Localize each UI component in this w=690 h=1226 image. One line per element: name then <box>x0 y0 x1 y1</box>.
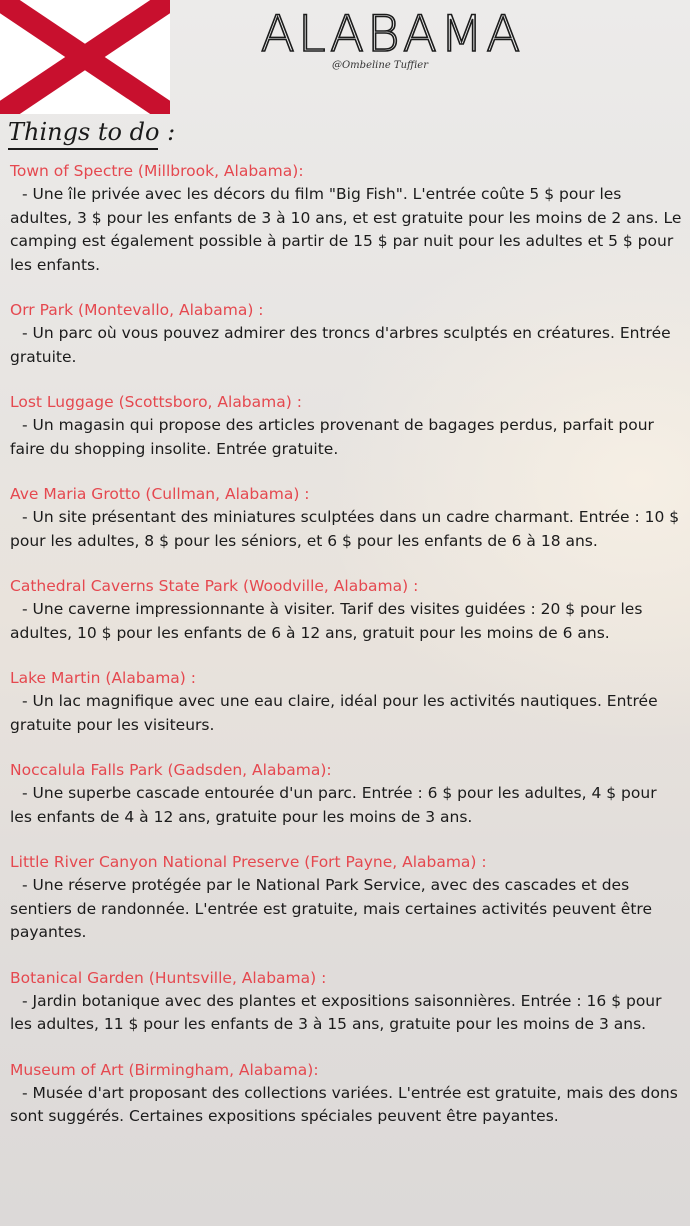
list-item <box>10 160 682 277</box>
item-description: - Une superbe cascade entourée d'un parc. Entrée : 6 $ pour les adultes, 4 $ pour les enfants de 4 à 12 ans, gratuite pour les moins de 3 ans. <box>10 782 682 829</box>
section-heading: Things to do : <box>8 118 176 146</box>
item-title: Orr Park (Montevallo, Alabama) : <box>10 301 264 319</box>
item-title: Town of Spectre (Millbrook, Alabama): <box>10 162 304 180</box>
list-item <box>10 1059 682 1129</box>
item-description: - Une caverne impressionnante à visiter. Tarif des visites guidées : 20 $ pour les adultes, 10 $ pour les enfants de 6 à 12 ans, gratuit pour les moins de 6 ans. <box>10 598 682 645</box>
item-description: - Jardin botanique avec des plantes et expositions saisonnières. Entrée : 16 $ pour les adultes, 11 $ pour les enfants de 3 à 15 ans, gratuite pour les moins de 3 ans. <box>10 990 682 1037</box>
item-title: Lake Martin (Alabama) : <box>10 669 196 687</box>
list-item <box>10 391 682 461</box>
activity-list <box>10 160 682 1129</box>
item-title: Noccalula Falls Park (Gadsden, Alabama): <box>10 761 332 779</box>
item-description: - Un site présentant des miniatures sculptées dans un cadre charmant. Entrée : 10 $ pour les adultes, 8 $ pour les séniors, et 6 $ pour les enfants de 6 à 18 ans. <box>10 506 682 553</box>
list-item <box>10 483 682 553</box>
item-title: Botanical Garden (Huntsville, Alabama) : <box>10 968 327 987</box>
flag-saltire-icon <box>0 0 170 114</box>
item-title: Little River Canyon National Preserve (Fort Payne, Alabama) : <box>10 853 487 871</box>
list-item <box>10 575 682 645</box>
item-description: - Un parc où vous pouvez admirer des troncs d'arbres sculptés en créatures. Entrée gratuite. <box>10 322 682 369</box>
alabama-flag <box>0 0 170 114</box>
heading-underline <box>8 148 158 150</box>
list-item <box>10 967 682 1037</box>
item-title: Lost Luggage (Scottsboro, Alabama) : <box>10 393 302 411</box>
item-description: - Musée d'art proposant des collections variées. L'entrée est gratuite, mais des dons sont suggérés. Certaines expositions spéciales peuvent être payantes. <box>10 1082 682 1129</box>
list-item <box>10 851 682 945</box>
author-credit: @Ombeline Tuffier <box>331 60 429 71</box>
item-description: - Un lac magnifique avec une eau claire, idéal pour les activités nautiques. Entrée gratuite pour les visiteurs. <box>10 690 682 737</box>
item-description: - Un magasin qui propose des articles provenant de bagages perdus, parfait pour faire du shopping insolite. Entrée gratuite. <box>10 414 682 461</box>
page-title: ALABAMA <box>260 5 524 63</box>
item-description: - Une réserve protégée par le National Park Service, avec des cascades et des sentiers de randonnée. L'entrée est gratuite, mais certaines activités peuvent être payantes. <box>10 874 682 945</box>
list-item <box>10 759 682 829</box>
item-description: - Une île privée avec les décors du film "Big Fish". L'entrée coûte 5 $ pour les adultes, 3 $ pour les enfants de 3 à 10 ans, et est gratuite pour les moins de 2 ans. Le camping est également possible à partir de 15 $ par nuit pour les adultes et 5 $ pour les enfants. <box>10 183 682 277</box>
item-title: Cathedral Caverns State Park (Woodville, Alabama) : <box>10 577 419 595</box>
item-title: Museum of Art (Birmingham, Alabama): <box>10 1060 319 1079</box>
item-title: Ave Maria Grotto (Cullman, Alabama) : <box>10 485 310 503</box>
list-item <box>10 299 682 369</box>
list-item <box>10 667 682 737</box>
